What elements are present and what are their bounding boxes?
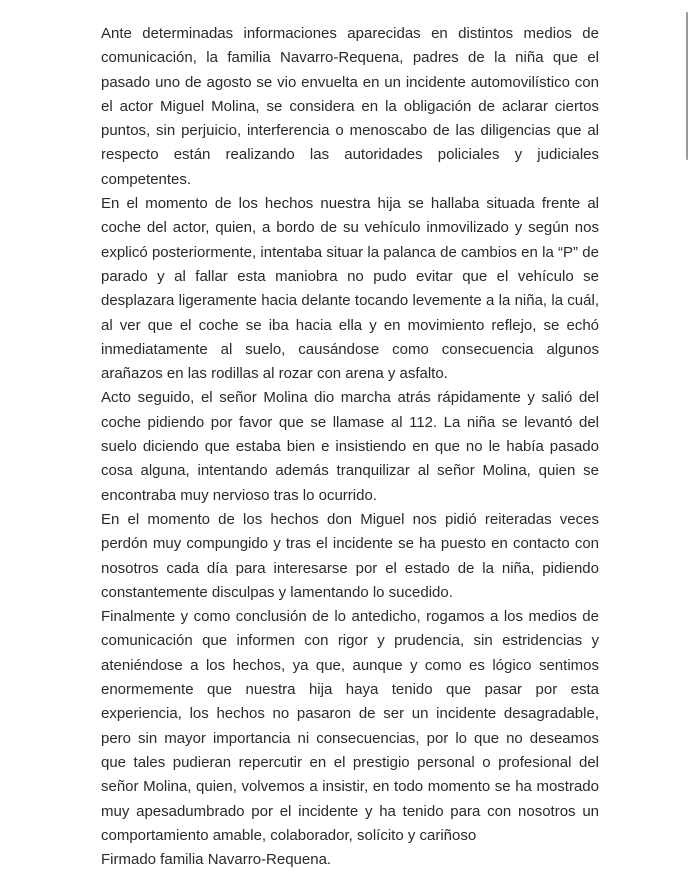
paragraph-apology: En el momento de los hechos don Miguel nos pidió reiteradas veces perdón muy compungido y tras el incidente se ha puesto en contacto con nosotros cada día para interesarse por el estado de la niña, pidiendo constantemente disculpas y lamentando lo sucedido. <box>101 510 599 601</box>
paragraph-conclusion: Finalmente y como conclusión de lo antedicho, rogamos a los medios de comunicación que informen con rigor y prudencia, sin estridencias y ateniéndose a los hechos, ya que, aunque y como es lógico sentimos enormemente que nuestra hija haya tenido que pasar por esta experiencia, los hechos no pasaron de ser un incidente desagradable, pero sin mayor importancia ni consecuencias, por lo que no deseamos que tales pudieran repercutir en el prestigio personal o profesional del señor Molina, quien, volvemos a insistir, en todo momento se ha mostrado muy apesadumbrado por el incidente y ha tenido para con nosotros un comportamiento amable, colaborador, solícito y cariñoso <box>101 608 599 844</box>
statement-body <box>101 22 599 872</box>
scrollbar-thumb[interactable] <box>686 12 688 160</box>
paragraph-intro: Ante determinadas informaciones aparecidas en distintos medios de comunicación, la familia Navarro-Requena, padres de la niña que el pasado uno de agosto se vio envuelta en un incidente automovilístico con el actor Miguel Molina, se considera en la obligación de aclarar ciertos puntos, sin perjuicio, interferencia o menoscabo de las diligencias que al respecto están realizando las autoridades policiales y judiciales competentes. <box>101 25 599 188</box>
scrollbar[interactable] <box>681 0 695 800</box>
paragraph-incident: En el momento de los hechos nuestra hija se hallaba situada frente al coche del actor, quien, a bordo de su vehículo inmovilizado y según nos explicó posteriormente, intentaba situar la palanca de cambios en la “P” de parado y al fallar esta maniobra no pudo evitar que el vehículo se desplazara ligeramente hacia delante tocando levemente a la niña, la cuál, al ver que el coche se iba hacia ella y en movimiento reflejo, se echó inmediatamente al suelo, causándose como consecuencia algunos arañazos en las rodillas al rozar con arena y asfalto. <box>101 195 599 383</box>
paragraph-aftermath: Acto seguido, el señor Molina dio marcha atrás rápidamente y salió del coche pidiendo por favor que se llamase al 112. La niña se levantó del suelo diciendo que estaba bien e insistiendo en que no le había pasado cosa alguna, intentando además tranquilizar al señor Molina, quien se encontraba muy nervioso tras lo ocurrido. <box>101 389 599 504</box>
signature-line: Firmado familia Navarro-Requena. <box>101 851 332 869</box>
